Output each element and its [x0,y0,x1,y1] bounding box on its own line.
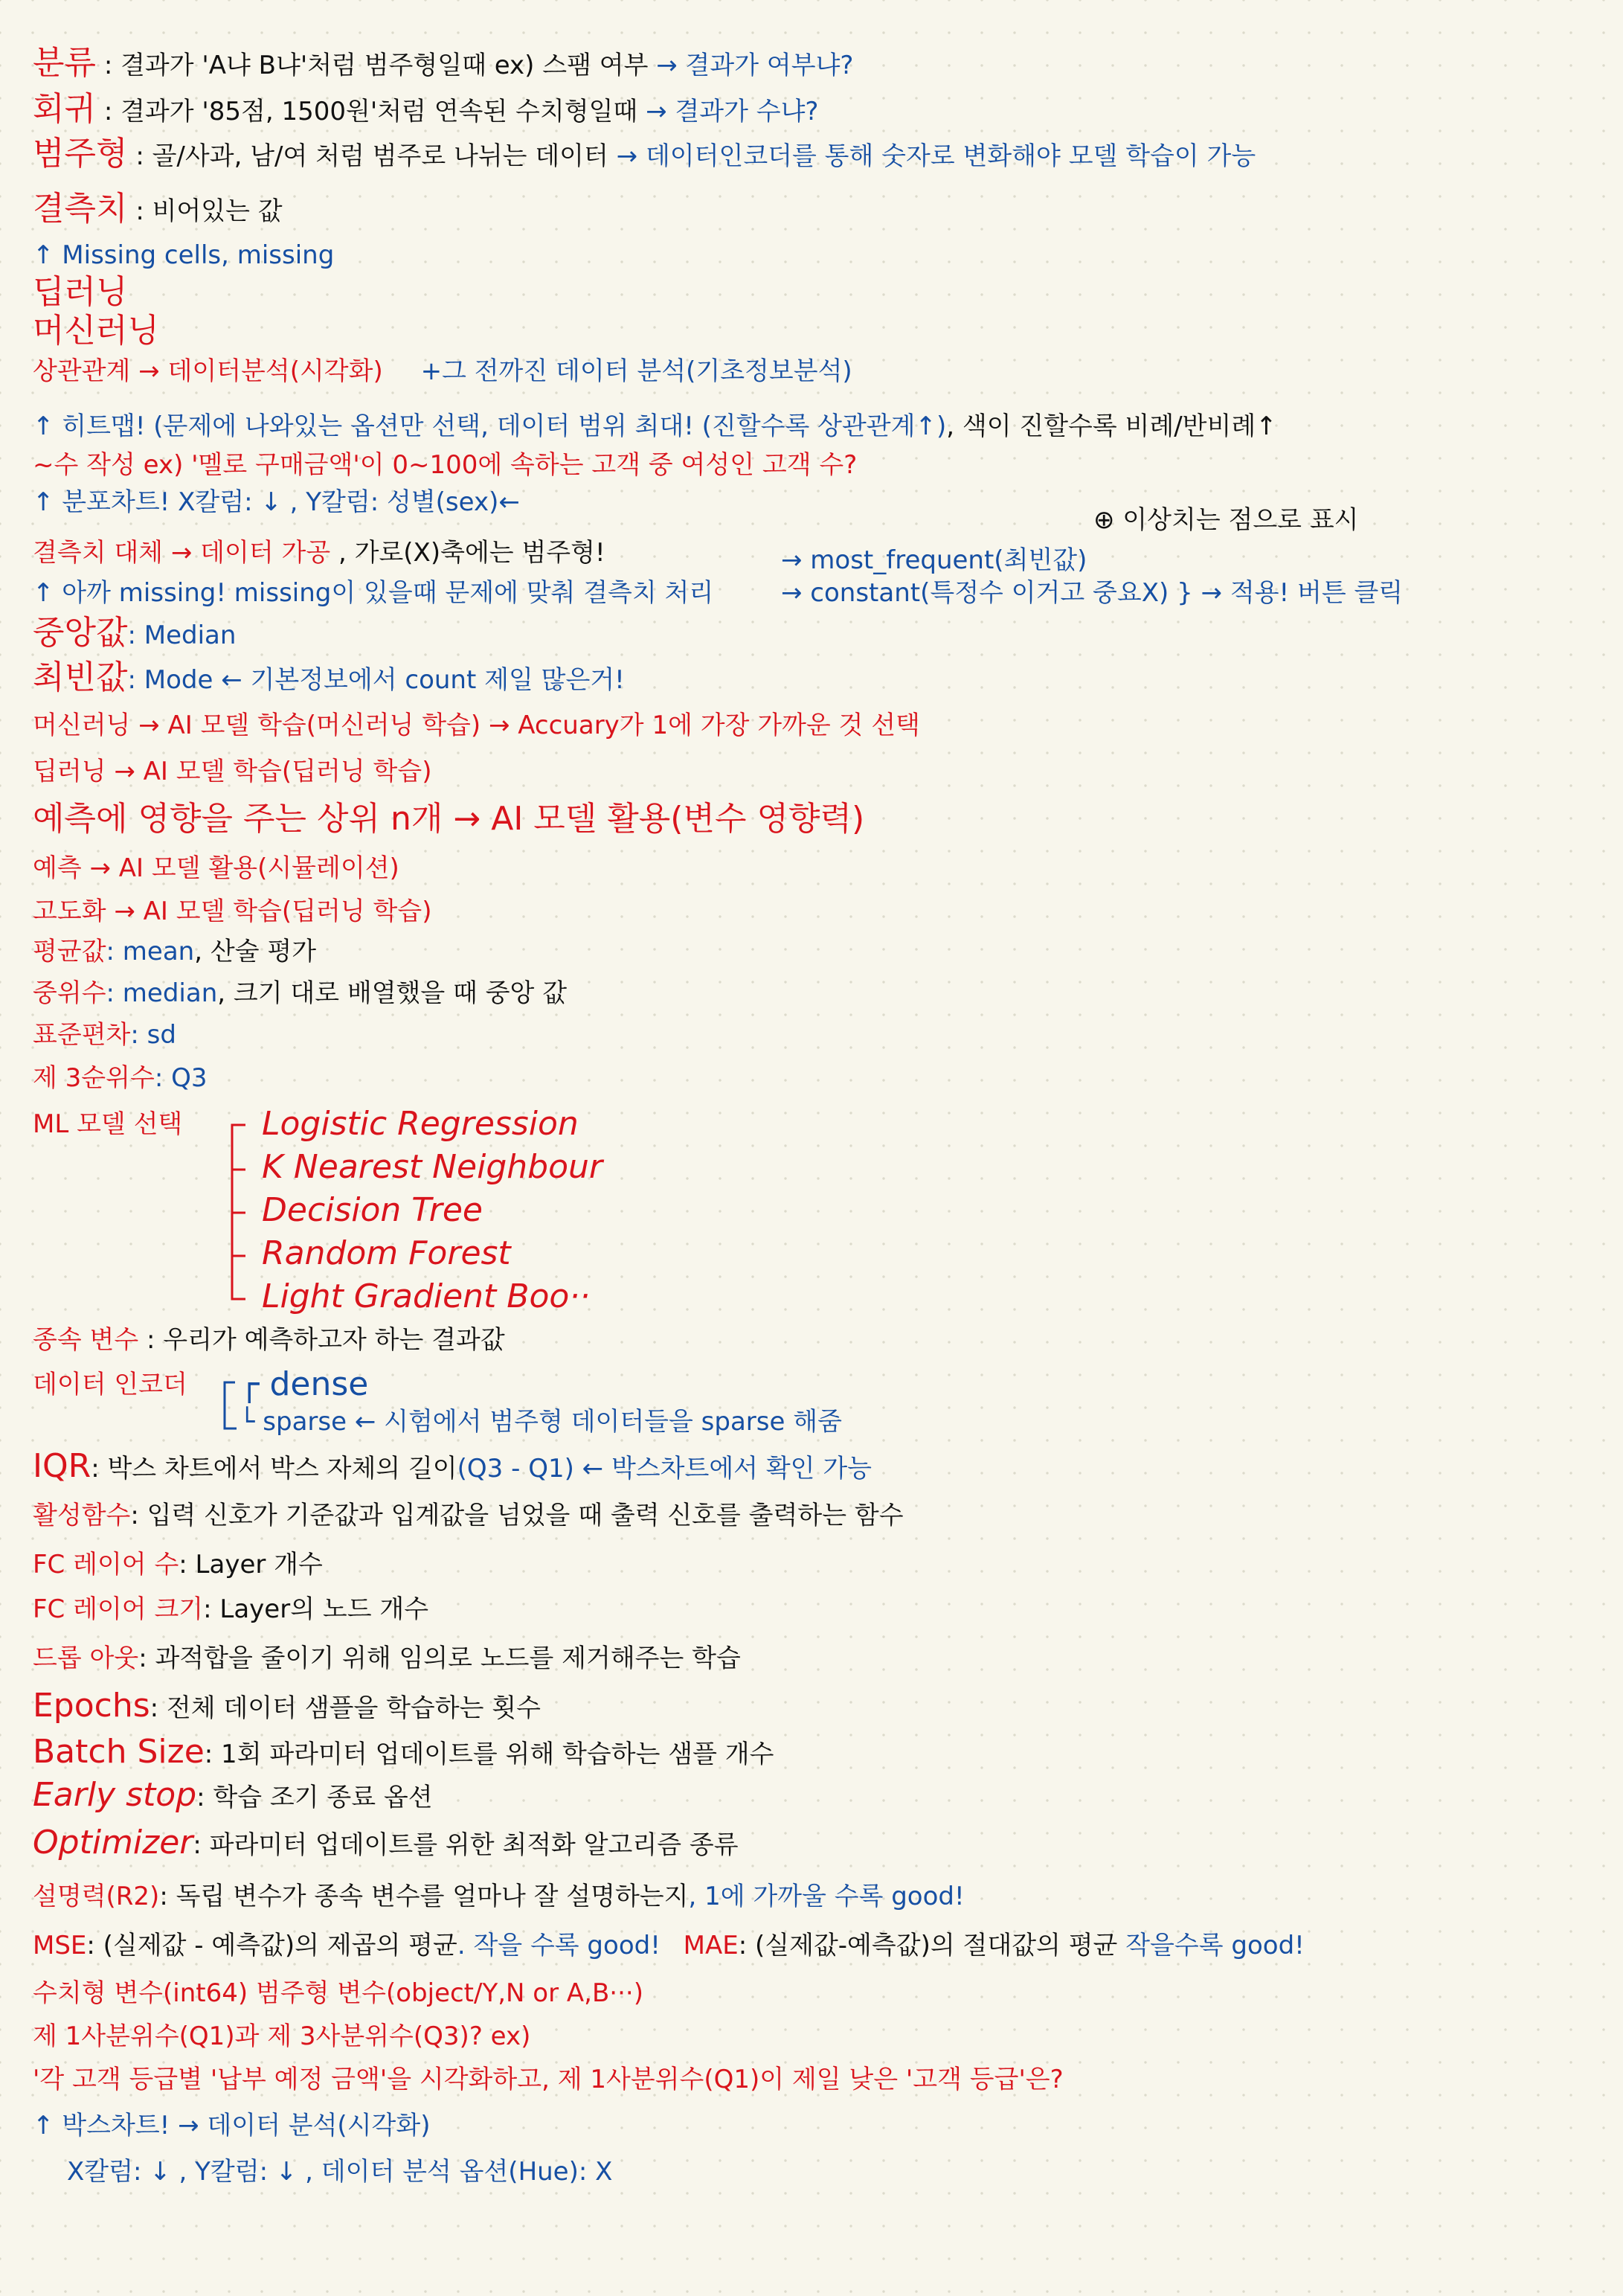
note-line-iqr [33,1448,872,1487]
term-fc-count: FC 레이어 수 [33,1550,179,1580]
def-batch: : 1회 파라미터 업데이트를 위해 학습하는 샘플 개수 [204,1739,774,1769]
term-missing: 결측치 [33,190,128,228]
note-line-batch [33,1734,774,1773]
note-heatmap: ↑ 히트맵! (문제에 나와있는 옵션만 선택, 데이터 범위 최대! (진할수록 상관관계↑) [33,411,947,441]
note-line-count-example: ~수 작성 ex) '멜로 구매금액'이 0~100에 속하는 고객 중 여성인 고객 수? [33,450,858,480]
def-dropout: : 과적합을 줄이기 위해 임의로 노드를 제거해주는 학습 [138,1644,741,1673]
note-mode: : Mode ← 기본정보에서 count 제일 많은거! [127,665,625,695]
def-missing: : 비어있는 값 [135,196,283,226]
option-most-frequent: → most_frequent(최빈값) [781,545,1087,575]
def-activation: : 입력 신호가 기준값과 입계값을 넘었을 때 출력 신호를 출력하는 함수 [130,1501,904,1530]
def-optimizer: : 파라미터 업데이트를 위한 최적화 알고리즘 종류 [193,1830,739,1860]
ml-model-item: Random Forest [262,1234,511,1272]
note-sd: : sd [130,1020,176,1050]
term-regression: 회귀 [33,90,97,128]
encoder-bracket [225,1382,237,1428]
note-line-r2 [33,1878,965,1915]
def-regression: : 결과가 '85점, 1500원'처럼 연속된 수치형일때 [103,97,638,126]
def-classification: : 결과가 'A냐 B냐'처럼 범주형일때 ex) 스팸 여부 [103,51,649,80]
term-mse: MSE [33,1931,87,1960]
term-r2: 설명력(R2) [33,1882,160,1911]
note-line-boxchart-options: X칼럼: ↓ , Y칼럼: ↓ , 데이터 분석 옵션(Hue): X [67,2157,613,2187]
def-heatmap: , 색이 진할수록 비례/반비례↑ [946,411,1277,441]
def-categorical: : 골/사과, 남/여 처럼 범주로 나뉘는 데이터 [135,141,608,171]
def-mean: , 산술 평가 [194,937,317,966]
ml-model-item: Decision Tree [262,1191,483,1229]
note-missing-handling: ↑ 아까 missing! missing이 있을때 문제에 맞춰 결측치 처리 [33,578,714,608]
note-line-epochs [33,1687,541,1727]
note-r2: , 1에 가까울 수록 good! [688,1882,965,1911]
note-mean: : mean [106,937,195,966]
note-mae: 작을수록 good! [1125,1931,1305,1960]
note-line-fc-count [33,1546,323,1583]
note-q3: : Q3 [154,1063,208,1093]
term-dropout: 드롭 아웃 [33,1644,139,1673]
note-line-var-types: 수치형 변수(int64) 범주형 변수(object/Y,N or A,B···) [33,1978,643,2008]
note-missing-cells: ↑ Missing cells, missing [33,240,335,270]
term-activation: 활성함수 [33,1501,131,1530]
term-ml-model-select: ML 모델 선택 [33,1109,183,1139]
note-correlation: +그 전까진 데이터 분석(기초정보분석) [420,356,852,386]
note-line-advanced: 고도화 → AI 모델 학습(딥러닝 학습) [33,897,432,926]
term-mae: MAE [683,1931,739,1960]
note-line-dependent [33,1321,505,1359]
term-median-value: 중위수 [33,978,106,1008]
def-dependent: : 우리가 예측하고자 하는 결과값 [147,1325,505,1355]
option-constant: → constant(특정수 이거고 중요X) [781,578,1169,608]
term-epochs: Epochs [33,1687,150,1725]
note-line-dl-training: 딥러닝 → AI 모델 학습(딥러닝 학습) [33,757,432,786]
ml-model-item: K Nearest Neighbour [262,1148,602,1186]
def-mse: : (실제값 - 예측값)의 제곱의 평균 [86,1931,457,1960]
note-mse: . 작을 수록 good! [457,1931,661,1960]
note-classification: → 결과가 여부냐? [656,51,854,80]
note-line-encoder [33,1366,187,1403]
def-iqr: : 박스 차트에서 박스 자체의 길이 [91,1454,457,1484]
term-batch: Batch Size [33,1733,205,1771]
def-epochs: : 전체 데이터 샘플을 학습하는 횟수 [150,1693,541,1723]
term-machine-learning: 머신러닝 [33,312,160,350]
def-mae: : (실제값-예측값)의 절대값의 평균 [738,1931,1118,1960]
def-fc-size: : Layer의 노드 개수 [203,1594,429,1624]
encoder-dense: ┌ dense [240,1365,369,1403]
term-sd: 표준편차 [33,1020,131,1050]
term-iqr: IQR [33,1447,91,1485]
note-line-early-stop [33,1777,433,1816]
term-fc-size: FC 레이어 크기 [33,1594,204,1624]
def-median-value: , 크기 대로 배열했을 때 중앙 값 [217,978,568,1008]
term-dependent: 종속 변수 [33,1325,139,1355]
apply-button-note: } → 적용! 버튼 클릭 [1177,578,1404,608]
ml-model-item: Light Gradient Boo·· [262,1277,591,1315]
term-missing-replace: 결측치 대체 → 데이터 가공 [33,538,331,568]
note-line-dropout [33,1640,741,1677]
note-line-quartiles: 제 1사분위수(Q1)과 제 3사분위수(Q3)? ex) [33,2021,531,2051]
def-fc-count: : Layer 개수 [179,1550,323,1580]
term-deep-learning: 딥러닝 [33,273,128,311]
note-line-fc-size [33,1591,428,1628]
term-correlation: 상관관계 → 데이터분석(시각화) [33,356,383,386]
term-mean: 평균값 [33,937,106,966]
term-early-stop: Early stop [33,1776,197,1814]
def-r2: : 독립 변수가 종속 변수를 얼마나 잘 설명하는지 [159,1882,689,1911]
term-categorical: 범주형 [33,135,128,173]
note-line-mse-mae [33,1927,1305,1964]
note-median-value: : median [106,978,218,1008]
note-categorical: → 데이터인코더를 통해 숫자로 변화해야 모델 학습이 가능 [616,141,1256,171]
def-early-stop: : 학습 조기 종료 옵션 [196,1783,433,1812]
encoder-sparse: └ sparse ← 시험에서 범주형 데이터들을 sparse 해줌 [240,1407,842,1437]
term-encoder: 데이터 인코더 [33,1370,187,1399]
note-line-activation [33,1497,904,1534]
note-iqr: (Q3 - Q1) ← 박스차트에서 확인 가능 [457,1454,872,1484]
term-median: 중앙값 [33,614,128,652]
term-classification: 분류 [33,44,97,82]
note-line-top-n: 예측에 영향을 주는 상위 n개 → AI 모델 활용(변수 영향력) [33,800,865,838]
term-q3: 제 3순위수 [33,1063,155,1093]
note-distribution: ↑ 분포차트! X칼럼: ↓ , Y칼럼: 성별(sex)← [33,487,520,517]
note-median: : Median [127,621,237,650]
note-line-prediction: 예측 → AI 모델 활용(시뮬레이션) [33,853,399,883]
note-outliers: ⊕ 이상치는 점으로 표시 [1093,505,1359,535]
ml-model-item: Logistic Regression [262,1105,579,1143]
note-line-ml-training: 머신러닝 → AI 모델 학습(머신러닝 학습) → Accuary가 1에 가장 가까운 것 선택 [33,711,920,740]
note-regression: → 결과가 수냐? [646,97,819,126]
note-line-boxchart: ↑ 박스차트! → 데이터 분석(시각화) [33,2111,431,2141]
note-line-question: '각 고객 등급별 '납부 예정 금액'을 시각화하고, 제 1사분위수(Q1)이 제일 낮은 '고객 등급'은? [33,2065,1064,2094]
def-missing-replace: , 가로(X)축에는 범주형! [338,538,605,568]
term-mode: 최빈값 [33,658,128,696]
note-line-optimizer [33,1824,739,1864]
term-optimizer: Optimizer [33,1824,193,1862]
